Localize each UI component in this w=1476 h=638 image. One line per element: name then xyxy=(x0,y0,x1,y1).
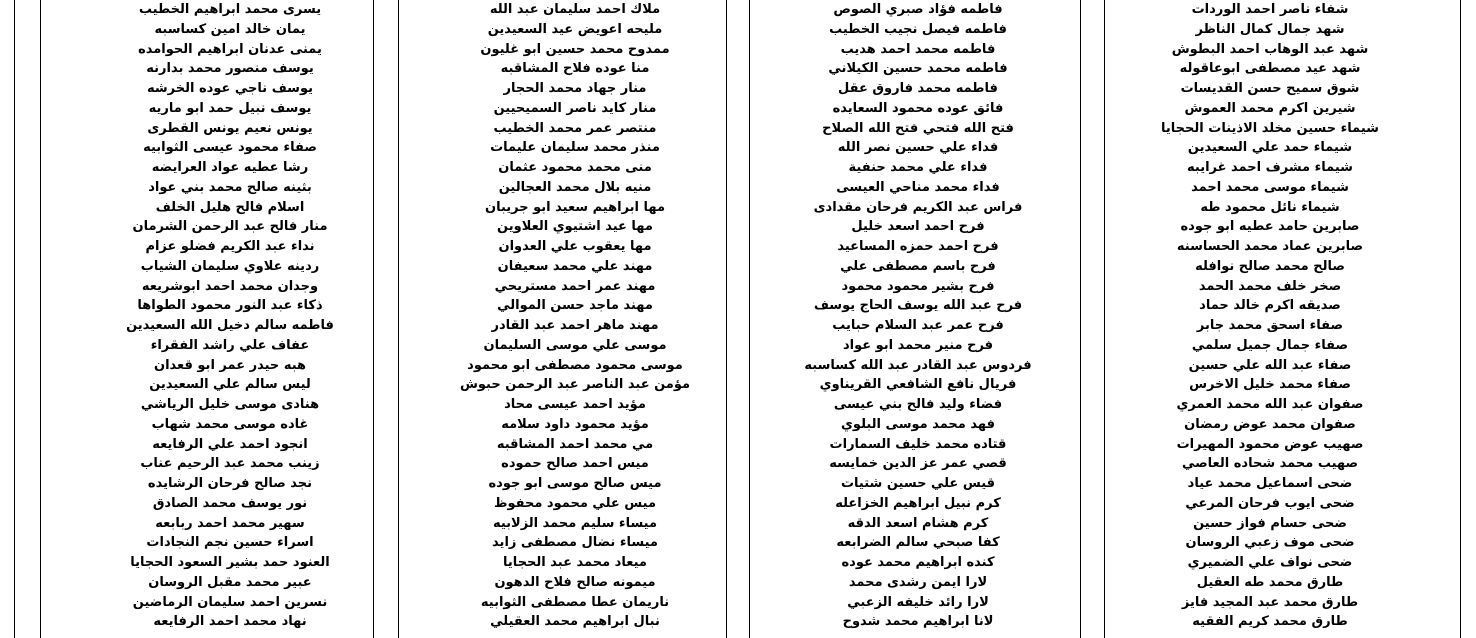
name-entry: مها يعقوب علي العدوان xyxy=(498,239,652,254)
name-entry: مؤمن عبد الناصر عبد الرحمن حبوش xyxy=(459,377,691,393)
name-entry: منيه بلال محمد العجالين xyxy=(498,179,652,195)
name-entry: ميمونه صالح فلاح الدهون xyxy=(494,574,656,590)
name-entry: قتاده محمد خليف السمارات xyxy=(829,436,1007,452)
name-entry: ميعاد محمد عبد الحجايا xyxy=(503,555,647,570)
name-entry: مؤيد احمد عيسى محاد xyxy=(504,397,646,412)
name-entry: صفوان عبد الله محمد العمري xyxy=(1176,397,1364,412)
name-entry: اسلام فالح هليل الخلف xyxy=(155,199,305,215)
name-entry: فداء علي حسين نصر الله xyxy=(837,140,999,156)
name-entry: صهيب محمد شحاده العاصي xyxy=(1181,456,1359,472)
name-entry: فرح احمد اسعد خليل xyxy=(851,219,985,235)
names-column-2 xyxy=(748,0,1088,632)
name-entry: صفاء جمال جميل سلمي xyxy=(1191,337,1349,353)
name-entry: ميساء نضال مصطفى زايد xyxy=(492,535,658,551)
names-column-4 xyxy=(60,0,400,632)
name-entry: شيماء حسين مخلد الاذينات الحجايا xyxy=(1161,120,1379,136)
name-entry: ضحى نواف علي الضميري xyxy=(1187,555,1353,570)
name-entry: شيماء مشرف احمد غرايبه xyxy=(1187,160,1353,175)
name-entry: صفاء عبد الله علي حسين xyxy=(1188,357,1352,373)
column-divider xyxy=(1460,0,1461,638)
name-entry: شهد عبد الوهاب احمد البطوش xyxy=(1171,41,1369,57)
name-entry: ميس صالح موسى ابو جوده xyxy=(488,476,662,491)
name-entry: فردوس عبد القادر عبد الله كساسبه xyxy=(804,357,1032,373)
name-entry: شيماء نائل محمود طه xyxy=(1200,199,1340,215)
name-entry: ممدوح محمد حسين ابو غليون xyxy=(480,41,670,57)
name-entry: صفاء محمد خليل الاخرس xyxy=(1189,377,1351,393)
name-entry: فرح باسم مصطفى علي xyxy=(840,258,996,274)
name-entry: فرح بشير محمود محمود xyxy=(841,278,995,294)
name-entry: منار جهاد محمد الحجار xyxy=(503,81,647,96)
name-entry: ضحى حسام فواز حسين xyxy=(1193,515,1347,531)
name-entry: مليحه اعويض عيد السعيدين xyxy=(487,21,663,37)
name-entry: فائق عوده محمود السعايده xyxy=(832,100,1004,116)
name-entry: رشا عطيه عواد العرايضه xyxy=(151,160,309,175)
name-entry: يمان خالد امين كساسبه xyxy=(154,21,306,37)
name-entry: مهند ماهر احمد عبد القادر xyxy=(491,318,659,333)
name-entry: ميس علي محمود محفوظ xyxy=(493,495,657,511)
name-entry: منار فالح عبد الرحمن الشرمان xyxy=(132,219,328,235)
names-column-3 xyxy=(405,0,745,632)
name-entry: فاطمه محمد فاروق عقل xyxy=(838,81,998,96)
name-entry: العنود حمد بشير السعود الحجايا xyxy=(130,555,330,570)
name-entry: فاطمه محمد حسين الكيلاني xyxy=(828,61,1008,77)
name-entry: ضحى اسماعيل محمد عياد xyxy=(1187,476,1353,491)
name-entry: شوق سميح حسن القديسات xyxy=(1180,81,1360,96)
name-entry: فداء علي محمد حنفية xyxy=(848,160,988,175)
name-entry: كرم هشام اسعد الدقه xyxy=(847,515,989,531)
name-entry: لارا رائد خليفه الزعبي xyxy=(847,594,989,610)
name-entry: يوسف نبيل حمد ابو ماريه xyxy=(148,100,312,116)
name-entry: طارق محمد كريم الفقيه xyxy=(1192,614,1348,630)
name-entry: نهاد محمد احمد الرفايعه xyxy=(153,614,307,630)
name-entry: قصي عمر عز الدين خمايسه xyxy=(829,456,1007,472)
name-entry: فرح عبد الله يوسف الحاج يوسف xyxy=(813,298,1023,314)
name-entry: فتح الله فتحي فتح الله الصلاح xyxy=(822,120,1014,136)
name-entry: يوسف منصور محمد بدارنه xyxy=(146,61,314,77)
name-entry: موسى محمود مصطفى ابو محمود xyxy=(467,357,683,373)
name-entry: صديقه اكرم خالد حماد xyxy=(1199,298,1341,314)
column-divider xyxy=(40,0,41,638)
name-entry: مها عيد اشتيوي العلاوين xyxy=(497,219,653,235)
names-column-1 xyxy=(1095,0,1445,632)
name-entry: طارق محمد طه العقيل xyxy=(1196,574,1344,590)
name-entry: ناريمان عطا مصطفى الثوابيه xyxy=(480,594,670,610)
name-entry: مهند عمر احمد مستريحي xyxy=(494,278,656,294)
name-entry: ملاك احمد سليمان عبد الله xyxy=(489,2,661,17)
name-entry: صفوان محمد عوض رمضان xyxy=(1184,416,1356,432)
name-entry: ردينه علاوي سليمان الشياب xyxy=(140,258,320,274)
name-entry: مهند علي محمد سعيفان xyxy=(497,258,653,274)
name-entry: صفاء محمود عيسى الثوابيه xyxy=(143,140,317,156)
name-entry: غاده موسى محمد شهاب xyxy=(151,416,309,432)
column-divider xyxy=(14,0,15,638)
name-entry: شيماء حمد علي السعيدين xyxy=(1187,140,1353,156)
name-entry: يسرى محمد ابراهيم الخطيب xyxy=(138,2,322,17)
name-entry: فرح عمر عبد السلام حبايب xyxy=(832,318,1004,333)
name-entry: نداء عبد الكريم فضلو عزام xyxy=(145,239,315,254)
name-entry: عبير محمد مقبل الروسان xyxy=(148,574,312,590)
name-entry: شهد عيد مصطفى ابوعاقوله xyxy=(1179,61,1361,77)
name-entry: كفا صبحي سالم الضرابعه xyxy=(836,535,1000,551)
name-entry: منار كايد ناصر السميحيين xyxy=(493,100,657,116)
name-entry: شفاء ناصر احمد الوردات xyxy=(1191,2,1349,17)
name-entry: يونس نعيم يونس القطرى xyxy=(147,120,313,136)
name-entry: منذر محمد سليمان عليمات xyxy=(490,140,660,156)
name-entry: ميس احمد صالح حموده xyxy=(501,456,649,472)
name-entry: صابرين عماد محمد الحساسنه xyxy=(1176,239,1364,254)
name-entry: فداء محمد مناحي العيسى xyxy=(836,179,1000,195)
name-entry: فرح منير محمد ابو عواد xyxy=(842,337,994,353)
name-entry: ميساء سليم محمد الزلابيه xyxy=(492,515,658,531)
name-entry: مؤيد محمود داود سلامه xyxy=(501,416,649,432)
name-entry: منا عوده فلاح المشاقبه xyxy=(500,61,650,77)
name-entry: صخر خلف محمد الحمد xyxy=(1198,278,1342,294)
name-entry: نور يوسف محمد الصادق xyxy=(152,495,308,511)
name-entry: فاطمه محمد احمد هديب xyxy=(840,41,996,57)
name-entry: هبه حيدر عمر ابو قعدان xyxy=(153,357,307,373)
name-entry: انجود احمد علي الرفايعه xyxy=(152,436,308,452)
name-entry: فاطمه سالم دخيل الله السعيدين xyxy=(126,318,334,333)
name-entry: يوسف ناجي عوده الخرشه xyxy=(147,81,313,96)
name-entry: وجدان محمد احمد ابوشريعه xyxy=(141,278,319,294)
name-entry: ذكاء عبد النور محمود الطواها xyxy=(137,298,323,314)
name-entry: فهد محمد موسى البلوي xyxy=(841,416,995,432)
name-entry: اسراء حسين نجم النجادات xyxy=(146,535,314,551)
name-entry: فراس عبد الكريم فرحان مقدادى xyxy=(813,199,1023,215)
name-entry: منى محمد محمود عثمان xyxy=(498,160,652,175)
name-entry: ضحى ايوب فرحان المرعي xyxy=(1185,495,1355,511)
name-entry: موسى علي موسى السليمان xyxy=(483,337,667,353)
name-entry: فاطمه فيصل نجيب الخطيب xyxy=(829,21,1007,37)
name-entry: منتصر عمر محمد الخطيب xyxy=(493,120,657,136)
name-entry: زينب محمد عبد الرحيم عناب xyxy=(140,456,320,472)
name-entry: لارا ايمن رشدى محمد xyxy=(848,574,988,590)
name-entry: كنده ابراهيم محمد عوده xyxy=(841,555,995,570)
name-entry: نجد صالح فرحان الرشايده xyxy=(147,476,313,491)
name-entry: بثينه صالح محمد بني عواد xyxy=(148,179,312,195)
name-entry: فضاء وليد فالح بني عيسى xyxy=(833,397,1003,412)
name-entry: هنادى موسى خليل الرياشي xyxy=(140,397,320,412)
name-entry: سهير محمد احمد ربابعه xyxy=(155,515,305,531)
name-entry: مهند ماجد حسن الموالي xyxy=(497,298,653,314)
name-entry: نبال ابراهيم محمد العقيلي xyxy=(490,614,660,630)
name-entry: صهيب عوض محمود المهيرات xyxy=(1176,436,1364,452)
name-entry: فريال نافع الشافعي القريناوي xyxy=(819,377,1017,393)
name-entry: مها ابراهيم سعيد ابو جريبان xyxy=(484,199,666,215)
name-entry: عفاف علي راشد الفقراء xyxy=(150,337,310,353)
name-entry: صالح محمد صالح نوافله xyxy=(1195,258,1345,274)
name-entry: فاطمه فؤاد صبري الصوص xyxy=(833,2,1003,17)
name-entry: شهد جمال كمال الناظر xyxy=(1195,21,1345,37)
name-entry: ضحى موف زعبي الروسان xyxy=(1185,535,1355,551)
name-entry: طارق محمد عبد المجيد فايز xyxy=(1181,594,1359,610)
name-entry: يمنى عدنان ابراهيم الحوامده xyxy=(138,41,322,57)
name-entry: صفاء اسحق محمد جابر xyxy=(1196,318,1344,333)
name-entry: مي محمد احمد المشاقبه xyxy=(496,436,654,452)
name-entry: شيرين اكرم محمد العموش xyxy=(1184,100,1356,116)
name-entry: قيس علي حسين شتيات xyxy=(840,476,996,491)
name-entry: نسرين احمد سليمان الرماضين xyxy=(132,594,328,610)
name-entry: صابرين حامد عطيه ابو جوده xyxy=(1180,219,1360,235)
name-entry: ليس سالم علي السعيدين xyxy=(149,377,311,393)
name-entry: شيماء موسى محمد احمد xyxy=(1191,179,1349,195)
name-entry: كرم نبيل ابراهيم الخزاعله xyxy=(835,495,1001,511)
name-entry: فرح احمد حمزه المساعيد xyxy=(837,239,999,254)
name-entry: لانا ابراهيم محمد شدوح xyxy=(842,614,994,630)
